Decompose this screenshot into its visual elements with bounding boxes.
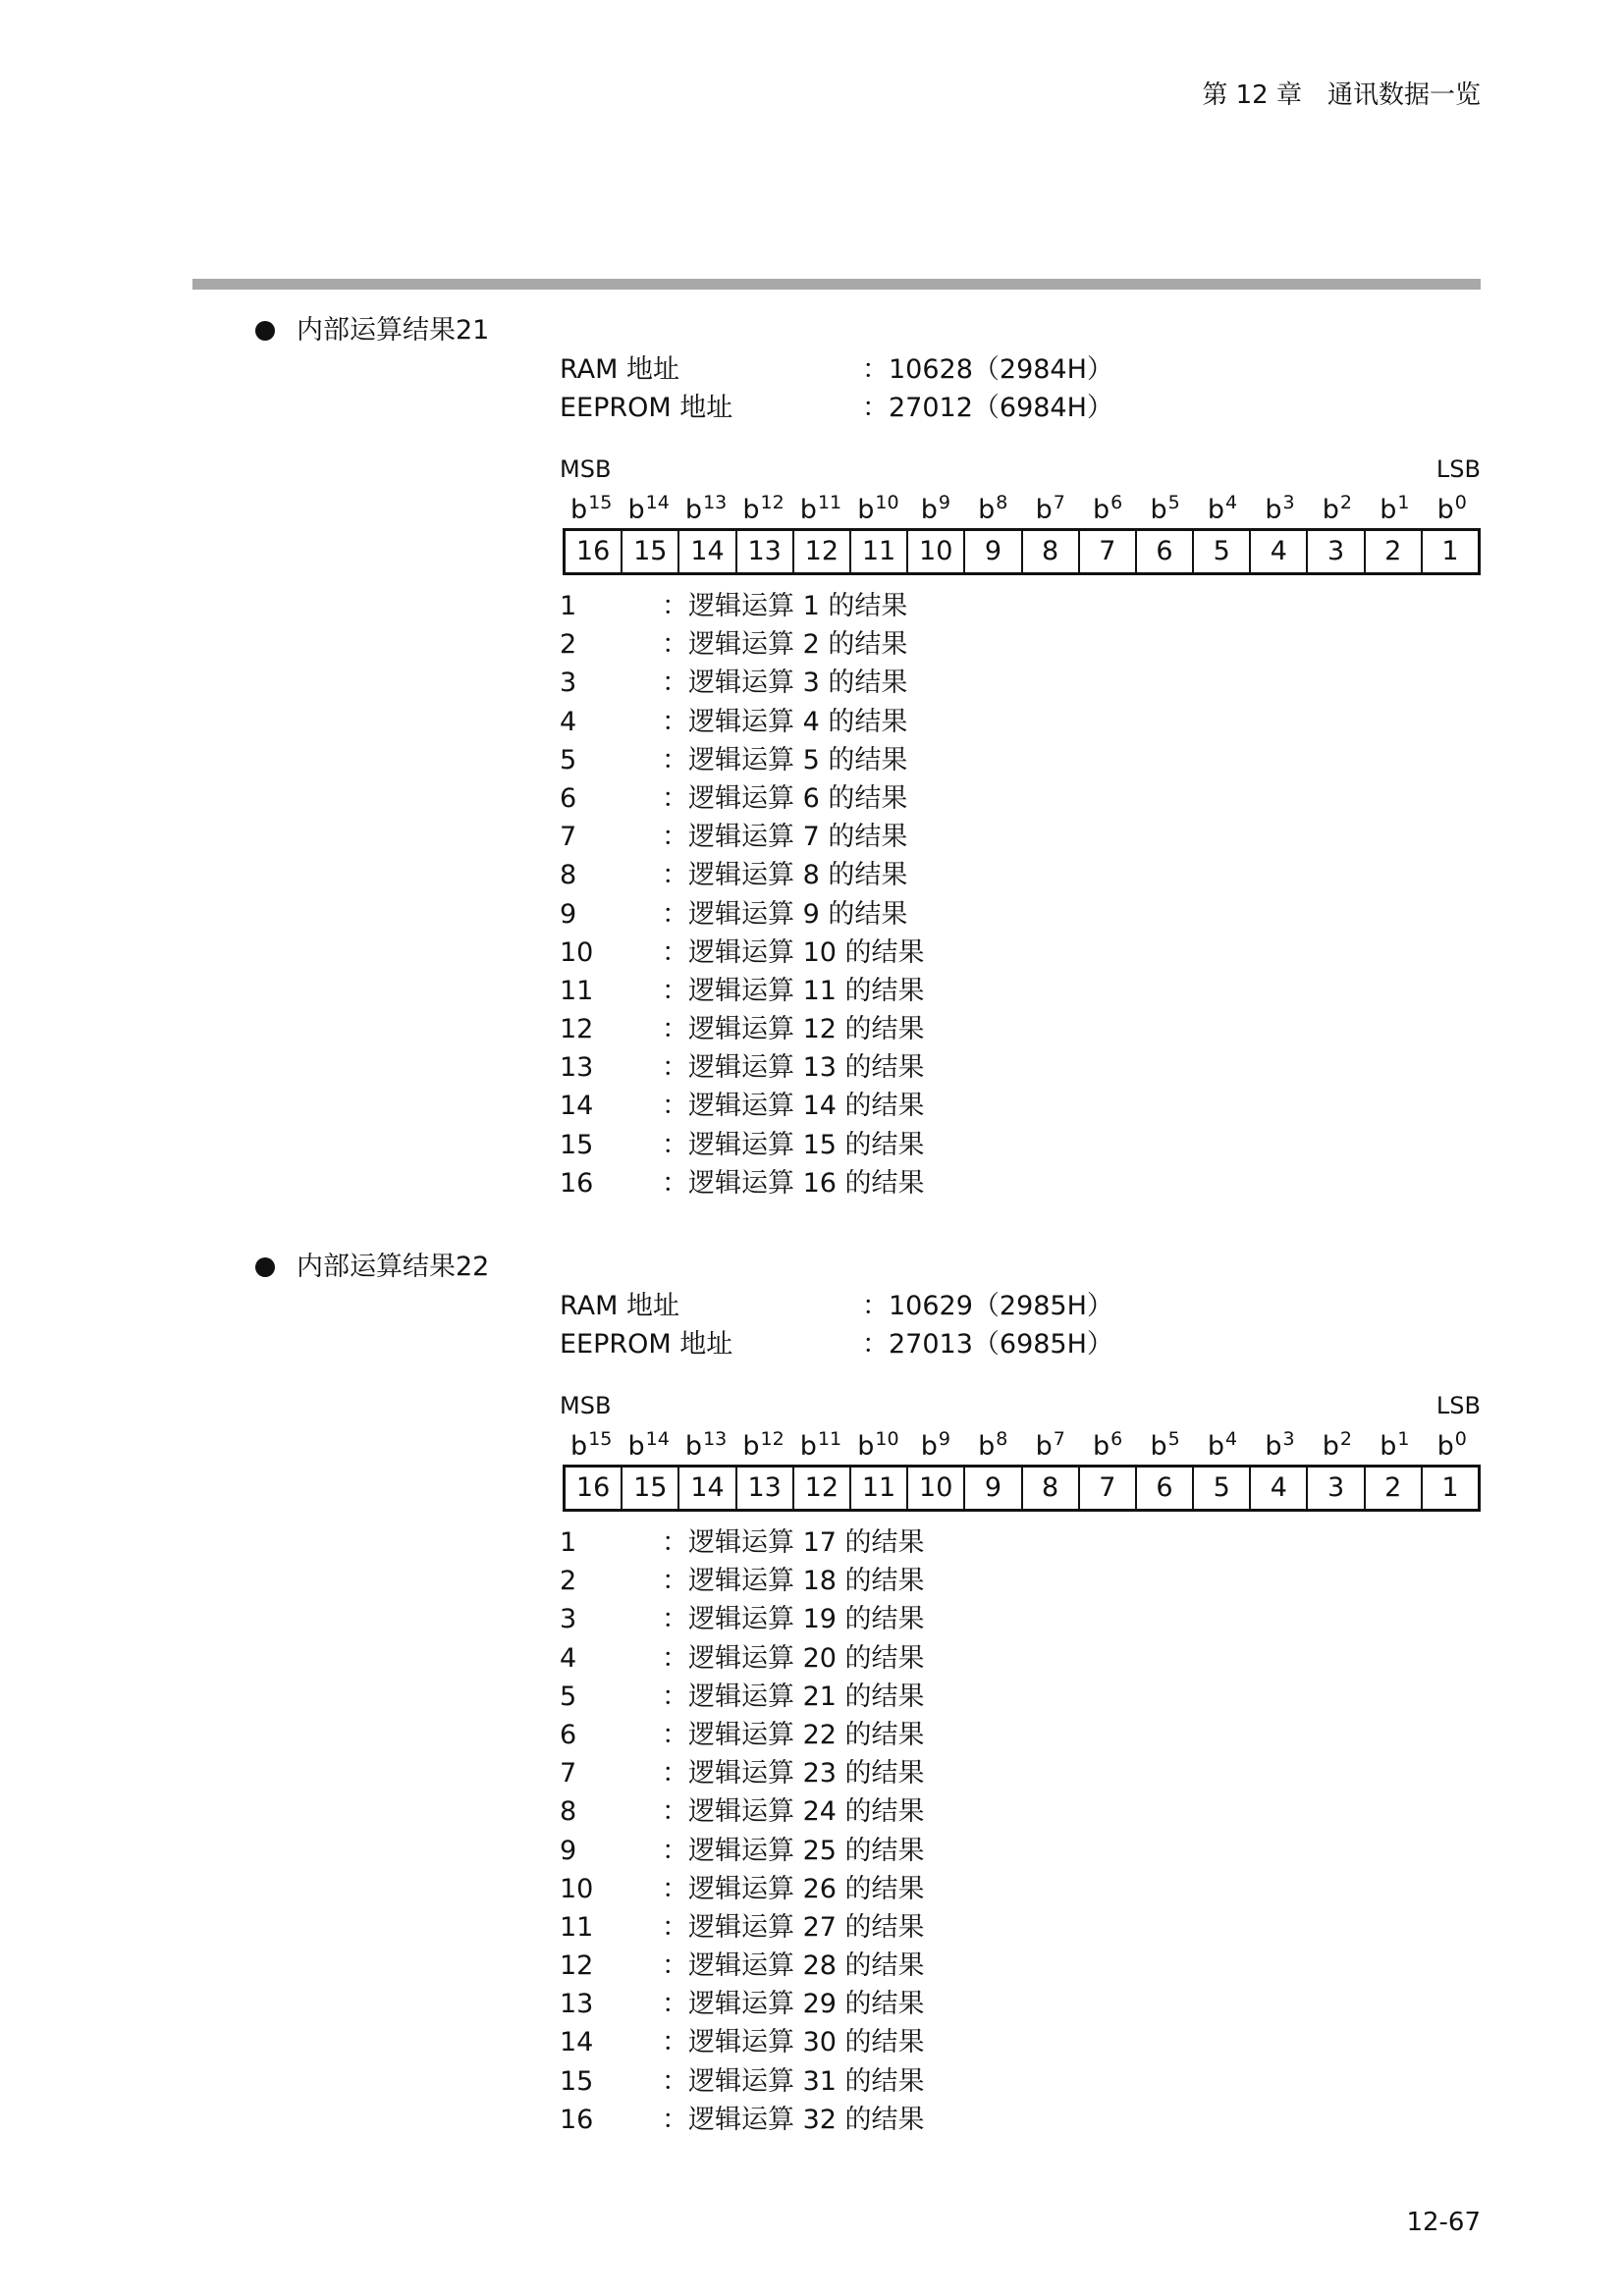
list-item: 7 ：逻辑运算 7 的结果 bbox=[560, 822, 908, 853]
list-item: 13 ：逻辑运算 13 的结果 bbox=[560, 1052, 925, 1084]
header-rule bbox=[192, 279, 1481, 290]
section-heading bbox=[255, 308, 489, 347]
bit-number-cell: 14 bbox=[679, 531, 736, 572]
bit-number-cell: 3 bbox=[1308, 531, 1365, 572]
bit-label: $b^{13}$ bbox=[684, 1428, 728, 1462]
bit-label: $b^2$ bbox=[1322, 1428, 1353, 1462]
bit-number-cell: 8 bbox=[1023, 1468, 1080, 1509]
bit-label: $b^8$ bbox=[978, 492, 1008, 525]
list-item: 5 ：逻辑运算 21 的结果 bbox=[560, 1681, 925, 1712]
list-item: 8 ：逻辑运算 24 的结果 bbox=[560, 1796, 925, 1828]
bit-label: $b^5$ bbox=[1150, 1428, 1180, 1462]
bit-label: $b^9$ bbox=[920, 1428, 950, 1462]
list-item: 12 ：逻辑运算 12 的结果 bbox=[560, 1014, 925, 1045]
bit-number-cell: 5 bbox=[1194, 1468, 1251, 1509]
bit-label: $b^3$ bbox=[1265, 492, 1295, 525]
list-item: 12 ：逻辑运算 28 的结果 bbox=[560, 1950, 925, 1982]
bit-number-cell: 12 bbox=[794, 531, 851, 572]
bit-label: $b^7$ bbox=[1035, 492, 1065, 525]
section-heading bbox=[255, 1245, 489, 1283]
bit-description-list bbox=[560, 1523, 925, 2139]
bit-number-cell: 1 bbox=[1441, 536, 1459, 566]
list-item: 5 ：逻辑运算 5 的结果 bbox=[560, 744, 908, 775]
msb-label: MSB bbox=[560, 1392, 612, 1419]
list-item: 2 ：逻辑运算 18 的结果 bbox=[560, 1566, 925, 1597]
list-item: 15 ：逻辑运算 15 的结果 bbox=[560, 1129, 925, 1160]
list-item: 14 ：逻辑运算 30 的结果 bbox=[560, 2027, 925, 2058]
list-item: 9 ：逻辑运算 9 的结果 bbox=[560, 898, 908, 930]
bit-number-cell: 14 bbox=[679, 1468, 736, 1509]
list-item: 11 ：逻辑运算 11 的结果 bbox=[560, 975, 925, 1006]
bit-label: $b^{11}$ bbox=[799, 1428, 842, 1462]
bit-number-cell: 13 bbox=[737, 1468, 794, 1509]
bit-number-cell: 4 bbox=[1251, 531, 1308, 572]
bit-number-cell: 16 bbox=[566, 531, 623, 572]
bit-label: $b^9$ bbox=[920, 492, 950, 525]
msb-label: MSB bbox=[560, 455, 612, 483]
bit-number-cell: 15 bbox=[623, 1468, 679, 1509]
bit-number-cell: 13 bbox=[737, 531, 794, 572]
bit-label: $b^8$ bbox=[978, 1428, 1008, 1462]
bit-label: $b^2$ bbox=[1322, 492, 1353, 525]
bit-label: $b^7$ bbox=[1035, 1428, 1065, 1462]
ram-address-value: ：10629（2985H） bbox=[862, 1291, 1113, 1321]
ram-address-row bbox=[560, 347, 1113, 386]
bit-number-cell: 9 bbox=[965, 531, 1022, 572]
list-item: 11 ：逻辑运算 27 的结果 bbox=[560, 1911, 925, 1943]
bit-number-cell: 10 bbox=[908, 1468, 965, 1509]
bit-label: $b^{11}$ bbox=[799, 492, 842, 525]
list-item: 4 ：逻辑运算 4 的结果 bbox=[560, 706, 908, 737]
bit-description-list bbox=[560, 587, 925, 1202]
ram-address-row bbox=[560, 1284, 1113, 1322]
bit-label: $b^{15}$ bbox=[570, 492, 613, 525]
bit-label: $b^1$ bbox=[1380, 1428, 1410, 1462]
bullet-icon bbox=[255, 1257, 275, 1277]
list-item: 8 ：逻辑运算 8 的结果 bbox=[560, 860, 908, 891]
bit-label: $b^{14}$ bbox=[627, 492, 670, 525]
bit-number-boxes bbox=[563, 1465, 1481, 1512]
bit-number-cell: 8 bbox=[1023, 531, 1080, 572]
eeprom-address-value: ：27013（6985H） bbox=[862, 1329, 1113, 1360]
bit-label-row bbox=[563, 1428, 1481, 1462]
list-item: 10 ：逻辑运算 10 的结果 bbox=[560, 936, 925, 968]
list-item: 4 ：逻辑运算 20 的结果 bbox=[560, 1642, 925, 1674]
bit-label: $b^0$ bbox=[1436, 1428, 1467, 1462]
bit-label: $b^1$ bbox=[1380, 492, 1410, 525]
bit-number-cell: 10 bbox=[908, 531, 965, 572]
page-number: 12-67 bbox=[1406, 2208, 1481, 2237]
bit-number-cell: 11 bbox=[851, 1468, 908, 1509]
lsb-label: LSB bbox=[1435, 455, 1481, 483]
eeprom-address-row bbox=[560, 1322, 1113, 1361]
list-item: 2 ：逻辑运算 2 的结果 bbox=[560, 629, 908, 661]
bit-label: $b^{13}$ bbox=[684, 492, 728, 525]
bit-label: $b^{12}$ bbox=[742, 1428, 785, 1462]
bit-label: $b^6$ bbox=[1093, 1428, 1123, 1462]
bit-number-cell: 1 bbox=[1441, 1472, 1459, 1503]
bit-number-cell: 6 bbox=[1137, 531, 1194, 572]
list-item: 6 ：逻辑运算 22 的结果 bbox=[560, 1719, 925, 1750]
ram-address-label: RAM 地址 bbox=[560, 354, 680, 385]
bit-number-cell: 5 bbox=[1194, 531, 1251, 572]
list-item: 14 ：逻辑运算 14 的结果 bbox=[560, 1091, 925, 1122]
list-item: 7 ：逻辑运算 23 的结果 bbox=[560, 1758, 925, 1789]
list-item: 13 ：逻辑运算 29 的结果 bbox=[560, 1989, 925, 2020]
section-title: 内部运算结果22 bbox=[297, 1252, 490, 1282]
bit-number-cell: 4 bbox=[1251, 1468, 1308, 1509]
ram-address-label: RAM 地址 bbox=[560, 1291, 680, 1321]
list-item: 10 ：逻辑运算 26 的结果 bbox=[560, 1873, 925, 1904]
list-item: 9 ：逻辑运算 25 的结果 bbox=[560, 1835, 925, 1866]
page-header-title: 第 12 章 通讯数据一览 bbox=[1202, 80, 1481, 110]
bit-number-cell: 16 bbox=[566, 1468, 623, 1509]
bit-label: $b^6$ bbox=[1093, 492, 1123, 525]
bit-label: $b^4$ bbox=[1207, 1428, 1238, 1462]
eeprom-address-label: EEPROM 地址 bbox=[560, 393, 733, 423]
list-item: 1 ：逻辑运算 1 的结果 bbox=[560, 591, 908, 621]
bit-number-cell: 11 bbox=[851, 531, 908, 572]
bit-label: $b^3$ bbox=[1265, 1428, 1295, 1462]
ram-address-value: ：10628（2984H） bbox=[862, 354, 1113, 385]
bit-number-cell: 6 bbox=[1137, 1468, 1194, 1509]
bit-number-cell: 15 bbox=[623, 531, 679, 572]
bit-label: $b^5$ bbox=[1150, 492, 1180, 525]
bit-number-cell: 7 bbox=[1080, 531, 1137, 572]
list-item: 3 ：逻辑运算 19 的结果 bbox=[560, 1604, 925, 1635]
bit-label: $b^{10}$ bbox=[857, 492, 899, 525]
bit-number-cell: 3 bbox=[1308, 1468, 1365, 1509]
bit-label: $b^4$ bbox=[1207, 492, 1238, 525]
list-item: 6 ：逻辑运算 6 的结果 bbox=[560, 782, 908, 814]
lsb-label: LSB bbox=[1435, 1392, 1481, 1419]
section-title: 内部运算结果21 bbox=[297, 315, 490, 346]
list-item: 16 ：逻辑运算 16 的结果 bbox=[560, 1167, 925, 1199]
bit-label: $b^0$ bbox=[1436, 492, 1467, 525]
eeprom-address-value: ：27012（6984H） bbox=[862, 393, 1113, 423]
bit-label-row bbox=[563, 492, 1481, 525]
bit-label: $b^{10}$ bbox=[857, 1428, 899, 1462]
bit-label: $b^{14}$ bbox=[627, 1428, 670, 1462]
bit-label: $b^{12}$ bbox=[742, 492, 785, 525]
eeprom-address-label: EEPROM 地址 bbox=[560, 1329, 733, 1360]
list-item: 15 ：逻辑运算 31 的结果 bbox=[560, 2065, 925, 2097]
bit-number-cell: 2 bbox=[1366, 531, 1423, 572]
bit-number-cell: 2 bbox=[1366, 1468, 1423, 1509]
bit-label: $b^{15}$ bbox=[570, 1428, 613, 1462]
list-item: 3 ：逻辑运算 3 的结果 bbox=[560, 667, 908, 699]
bit-number-cell: 7 bbox=[1080, 1468, 1137, 1509]
bit-number-boxes bbox=[563, 528, 1481, 575]
eeprom-address-row bbox=[560, 386, 1113, 424]
list-item: 1 ：逻辑运算 17 的结果 bbox=[560, 1527, 925, 1558]
list-item: 16 ：逻辑运算 32 的结果 bbox=[560, 2104, 925, 2135]
bit-number-cell: 12 bbox=[794, 1468, 851, 1509]
bit-number-cell: 9 bbox=[965, 1468, 1022, 1509]
bullet-icon bbox=[255, 321, 275, 341]
